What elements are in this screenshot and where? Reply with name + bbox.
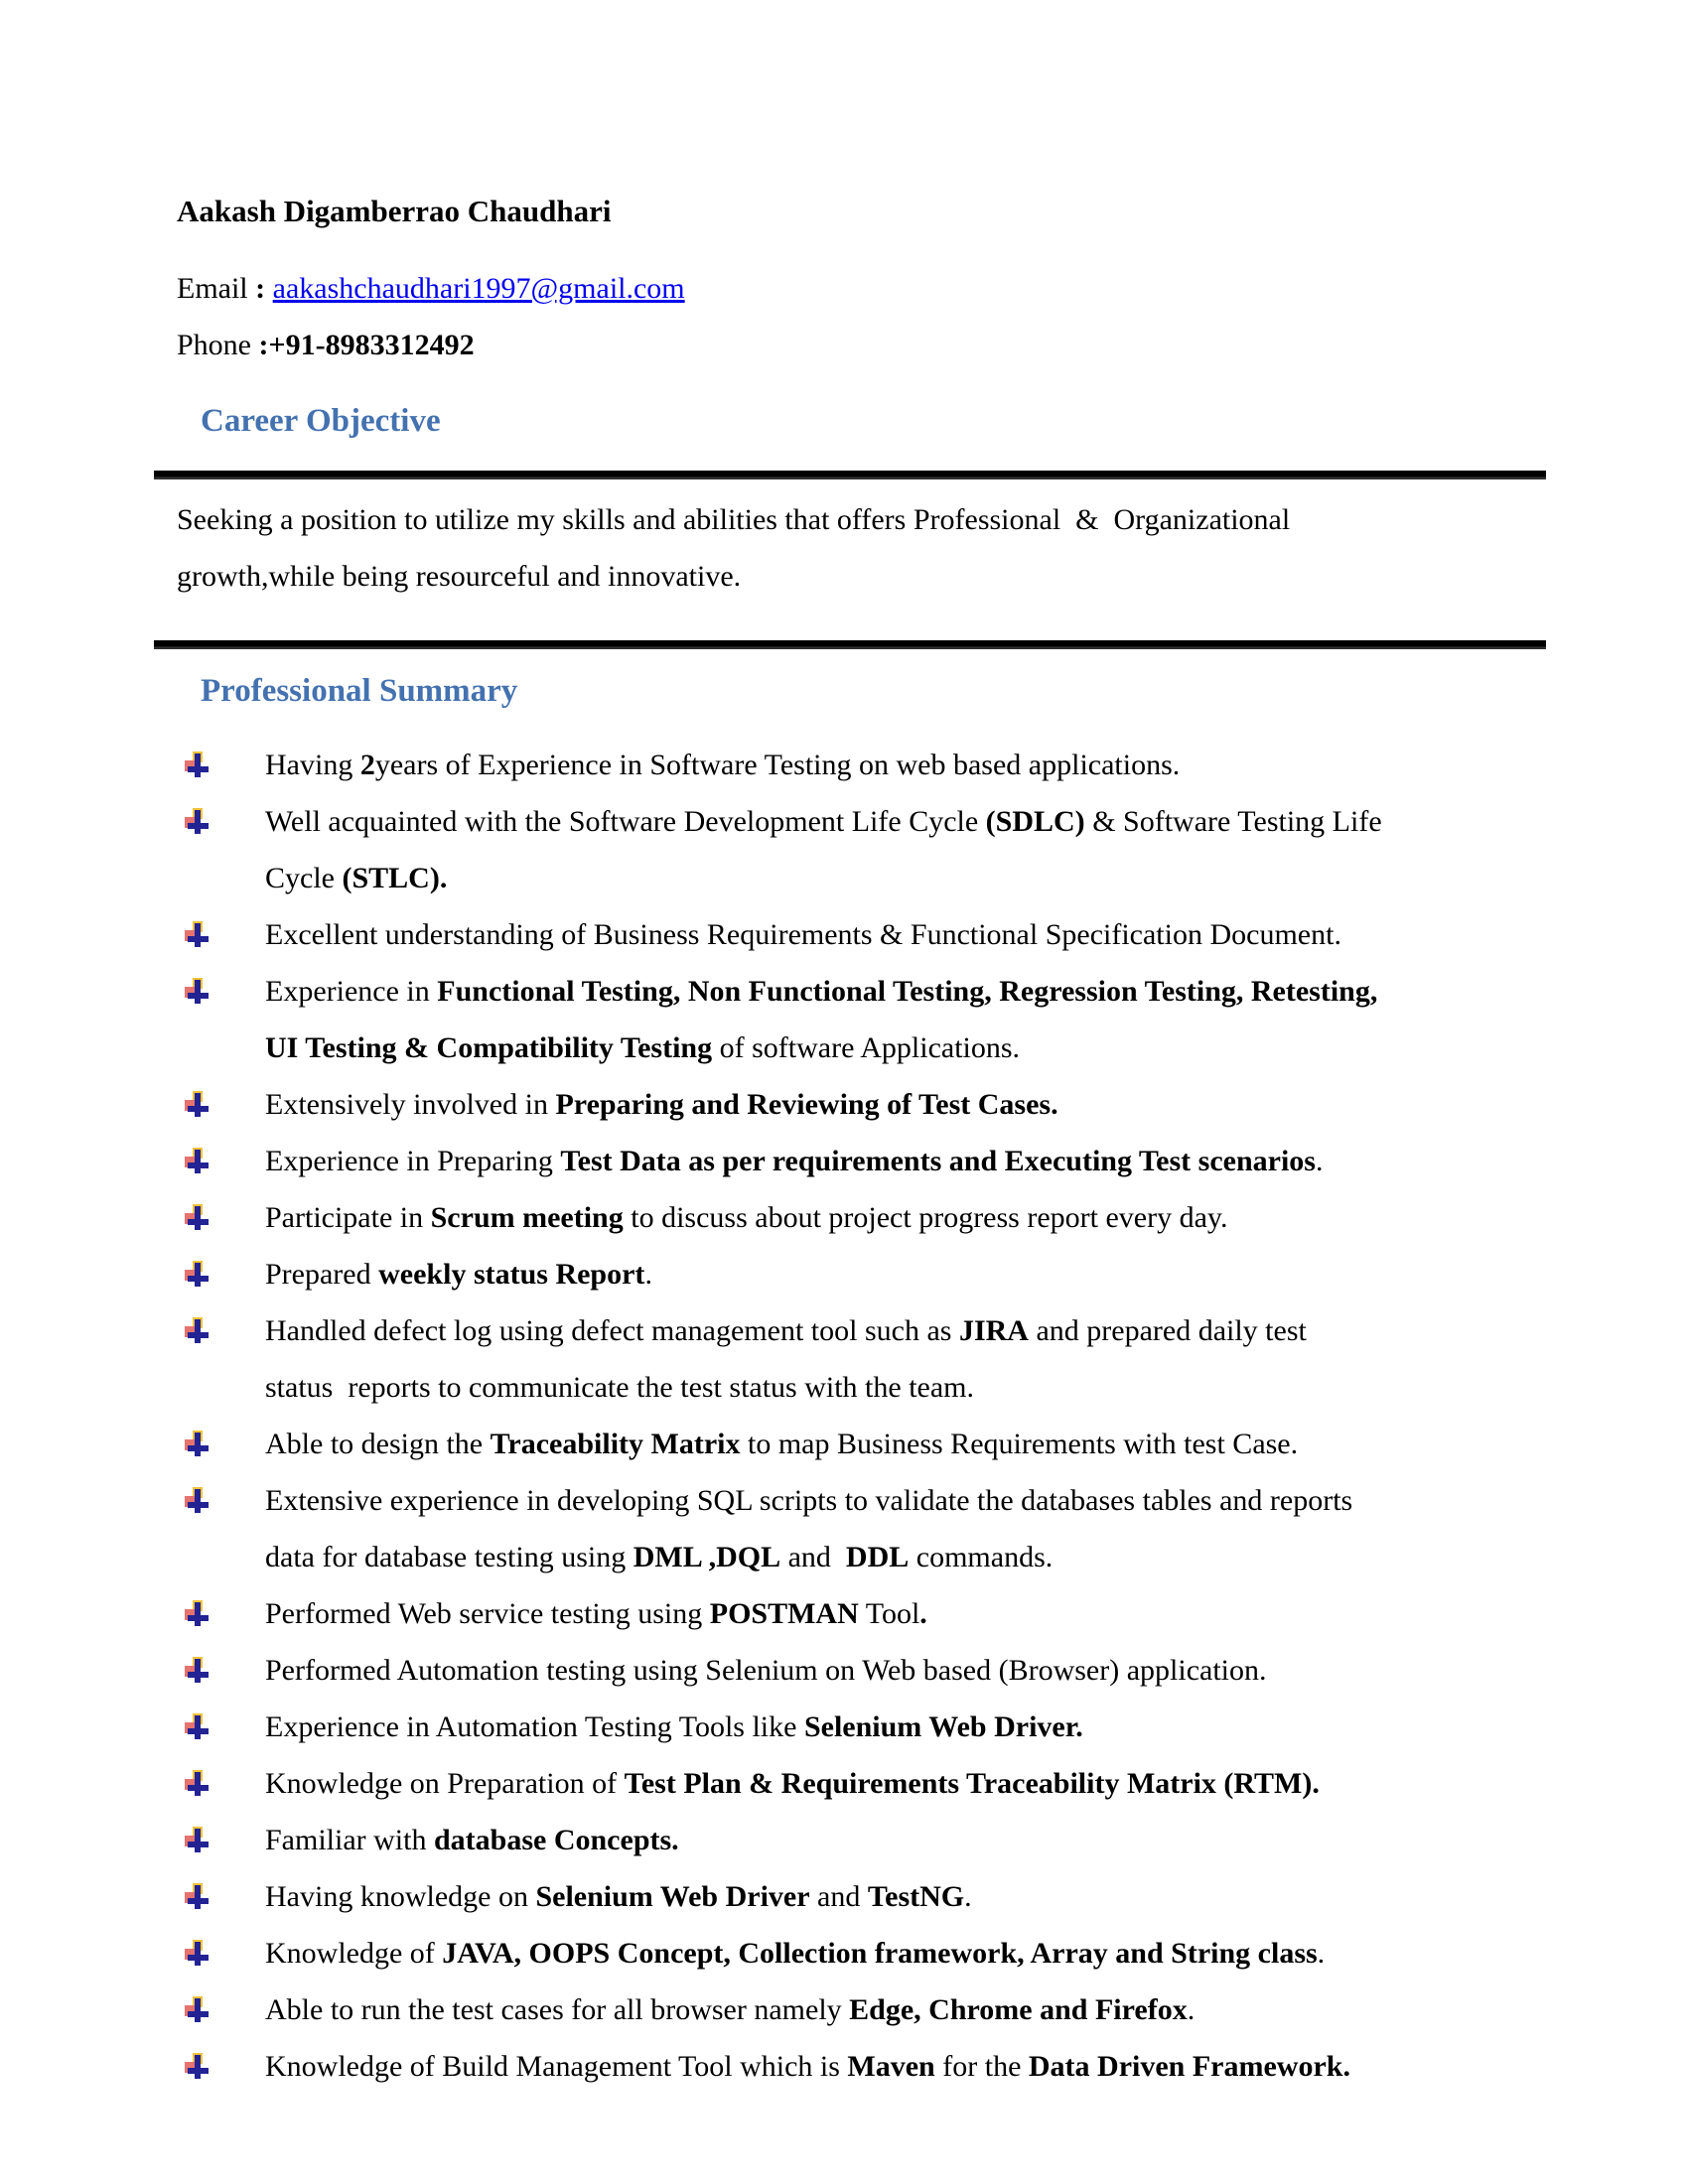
resume-content — [177, 195, 1549, 2095]
bullet-text-segment: years of Experience in Software Testing on web based applications. — [374, 749, 1181, 781]
bullet-glyph-cell — [177, 1472, 265, 1585]
bullet-text-segment: Extensively involved in — [265, 1088, 556, 1121]
bullet-text-segment: Test Plan & Requirements Traceability Matrix (RTM). — [624, 1767, 1320, 1800]
bullet-glyph-cell — [177, 963, 265, 1076]
bullet-glyph-cell — [177, 1076, 265, 1133]
bullet-glyph-cell — [177, 1981, 265, 2038]
list-item — [177, 2038, 1549, 2095]
bullet-text-segment: and — [780, 1541, 846, 1573]
list-item — [177, 1585, 1549, 1642]
bullet-cross-icon — [185, 1940, 211, 1970]
bullet-text-segment: & Software Testing Life — [1084, 805, 1382, 838]
bullet-text-segment: Experience in Preparing — [265, 1145, 561, 1177]
bullet-cross-icon — [185, 1827, 211, 1856]
bullet-text-segment: Participate in — [265, 1201, 431, 1234]
bullet-glyph-cell — [177, 1416, 265, 1472]
bullet-cross-icon — [185, 2053, 211, 2083]
bullet-text — [265, 1925, 1549, 1981]
list-item — [177, 1416, 1549, 1472]
bullet-text-segment: POSTMAN — [709, 1597, 859, 1630]
bullet-text — [265, 1812, 1549, 1868]
bullet-text-segment: of software Applications. — [712, 1031, 1021, 1064]
bullet-cross-icon — [185, 751, 211, 781]
bullet-glyph-cell — [177, 1699, 265, 1755]
bullet-text-segment: (STLC). — [342, 862, 448, 894]
bullet-text-segment: Test Data as per requirements and Executing Test scenarios — [560, 1145, 1316, 1177]
bullet-glyph-cell — [177, 1302, 265, 1416]
bullet-glyph-cell — [177, 1812, 265, 1868]
bullet-text-segment: DML ,DQL — [633, 1541, 781, 1573]
bullet-glyph-cell — [177, 1133, 265, 1189]
bullet-text-segment: and prepared daily test — [1028, 1314, 1307, 1347]
list-item — [177, 963, 1549, 1076]
bullet-text — [265, 2038, 1549, 2095]
bullet-cross-icon — [185, 1431, 211, 1460]
bullet-text-segment: . — [1187, 1993, 1196, 2026]
bullet-text-segment: Having knowledge on — [265, 1880, 536, 1913]
bullet-text-segment: TestNG — [867, 1880, 965, 1913]
bullet-text-segment: (SDLC) — [985, 805, 1085, 838]
bullet-text — [265, 1868, 1549, 1925]
bullet-text-segment: . — [964, 1880, 972, 1913]
bullet-glyph-cell — [177, 2038, 265, 2095]
email-label: Email — [177, 272, 256, 305]
bullet-cross-icon — [185, 1770, 211, 1800]
bullet-text — [265, 1755, 1549, 1812]
bullet-text-segment: Knowledge on Preparation of — [265, 1767, 625, 1800]
bullet-glyph-cell — [177, 1189, 265, 1246]
list-item — [177, 1133, 1549, 1189]
horizontal-rule — [154, 471, 1546, 479]
bullet-text-segment: for the — [934, 2050, 1029, 2083]
objective-line-1: Seeking a position to utilize my skills and abilities that offers Professional & Organizational — [177, 503, 1291, 536]
bullet-text — [265, 1133, 1549, 1189]
bullet-glyph-cell — [177, 906, 265, 963]
list-item — [177, 1189, 1549, 1246]
bullet-text — [265, 737, 1549, 793]
list-item — [177, 1981, 1549, 2038]
phone-label: Phone — [177, 329, 259, 361]
bullet-cross-icon — [185, 1261, 211, 1291]
bullet-text-segment: JAVA, OOPS Concept, Collection framework, Array and String class — [442, 1937, 1318, 1970]
list-item — [177, 1642, 1549, 1699]
bullet-text-segment: Having — [265, 749, 360, 781]
bullet-cross-icon — [185, 808, 211, 838]
bullet-text-segment: Able to design the — [265, 1428, 491, 1460]
list-item — [177, 793, 1549, 906]
bullet-text-segment: status reports to communicate the test status with the team. — [265, 1371, 975, 1404]
bullet-cross-icon — [185, 1091, 211, 1121]
phone-row — [177, 329, 1549, 361]
bullet-text-segment: Experience in Automation Testing Tools like — [265, 1710, 804, 1743]
bullet-glyph-cell — [177, 1585, 265, 1642]
bullet-text-segment: . — [919, 1597, 927, 1630]
bullet-text-segment: UI Testing & Compatibility Testing — [265, 1031, 713, 1064]
list-item — [177, 1868, 1549, 1925]
bullet-text — [265, 1642, 1549, 1699]
bullet-text-segment: DDL — [845, 1541, 910, 1573]
bullet-cross-icon — [185, 921, 211, 951]
bullet-text-segment: Functional Testing, Non Functional Testing, Regression Testing, Retesting, — [437, 975, 1378, 1008]
bullet-text — [265, 1246, 1549, 1302]
bullet-text-segment: Scrum meeting — [430, 1201, 624, 1234]
bullet-text — [265, 1189, 1549, 1246]
list-item — [177, 1755, 1549, 1812]
bullet-text-segment: Handled defect log using defect management tool such as — [265, 1314, 959, 1347]
bullet-text-segment: Performed Automation testing using Selenium on Web based (Browser) application. — [265, 1654, 1267, 1687]
summary-list — [177, 737, 1549, 2095]
bullet-text-segment: Preparing and Reviewing of Test Cases. — [555, 1088, 1058, 1121]
list-item — [177, 1812, 1549, 1868]
career-objective-text — [177, 491, 1549, 605]
bullet-text-segment: Data Driven Framework. — [1028, 2050, 1350, 2083]
bullet-text-segment: database Concepts. — [433, 1824, 679, 1856]
bullet-text-segment: Familiar with — [265, 1824, 434, 1856]
bullet-text-segment: Cycle — [265, 862, 343, 894]
bullet-cross-icon — [185, 1204, 211, 1234]
bullet-glyph-cell — [177, 1246, 265, 1302]
bullet-glyph-cell — [177, 1868, 265, 1925]
bullet-text — [265, 963, 1549, 1076]
bullet-text-segment: commands. — [909, 1541, 1054, 1573]
bullet-text-segment: Able to run the test cases for all browser namely — [265, 1993, 850, 2026]
bullet-text — [265, 906, 1549, 963]
bullet-cross-icon — [185, 1148, 211, 1177]
bullet-glyph-cell — [177, 737, 265, 793]
bullet-cross-icon — [185, 1883, 211, 1913]
bullet-text — [265, 1076, 1549, 1133]
bullet-text-segment: . — [644, 1258, 652, 1291]
phone-value: :+91-8983312492 — [258, 329, 475, 361]
bullet-text — [265, 1981, 1549, 2038]
bullet-text — [265, 1699, 1549, 1755]
bullet-text-segment: to discuss about project progress report every day. — [623, 1201, 1228, 1234]
bullet-text-segment: Knowledge of Build Management Tool which is — [265, 2050, 848, 2083]
bullet-glyph-cell — [177, 1642, 265, 1699]
bullet-text-segment: Tool — [858, 1597, 920, 1630]
bullet-text-segment: Traceability Matrix — [490, 1428, 741, 1460]
bullet-text-segment: 2 — [359, 749, 375, 781]
list-item — [177, 1302, 1549, 1416]
bullet-text-segment: data for database testing using — [265, 1541, 633, 1573]
email-colon: : — [255, 272, 266, 305]
bullet-text — [265, 1472, 1549, 1585]
bullet-text-segment: Excellent understanding of Business Requirements & Functional Specification Document. — [265, 918, 1341, 951]
objective-line-2: growth,while being resourceful and innovative. — [177, 560, 742, 593]
bullet-text-segment: JIRA — [958, 1314, 1029, 1347]
bullet-cross-icon — [185, 1487, 211, 1517]
list-item — [177, 1076, 1549, 1133]
bullet-text-segment: Experience in — [265, 975, 438, 1008]
list-item — [177, 1925, 1549, 1981]
candidate-name: Aakash Digamberrao Chaudhari — [177, 194, 612, 228]
bullet-cross-icon — [185, 1996, 211, 2026]
bullet-text-segment: and — [809, 1880, 868, 1913]
email-row — [177, 272, 1549, 305]
bullet-glyph-cell — [177, 1755, 265, 1812]
bullet-text-segment: Performed Web service testing using — [265, 1597, 710, 1630]
list-item — [177, 737, 1549, 793]
bullet-cross-icon — [185, 978, 211, 1008]
bullet-glyph-cell — [177, 793, 265, 906]
bullet-text-segment: Knowledge of — [265, 1937, 443, 1970]
bullet-text-segment: Edge, Chrome and Firefox — [849, 1993, 1188, 2026]
bullet-cross-icon — [185, 1600, 211, 1630]
bullet-text-segment: Maven — [847, 2050, 935, 2083]
bullet-text-segment: to map Business Requirements with test Case. — [740, 1428, 1299, 1460]
professional-summary-heading: Professional Summary — [201, 673, 518, 709]
bullet-text-segment: Prepared — [265, 1258, 379, 1291]
list-item — [177, 906, 1549, 963]
bullet-text-segment: Selenium Web Driver. — [803, 1710, 1083, 1743]
horizontal-rule — [154, 640, 1546, 649]
bullet-text-segment: weekly status Report — [378, 1258, 645, 1291]
bullet-text — [265, 1585, 1549, 1642]
bullet-cross-icon — [185, 1713, 211, 1743]
bullet-text — [265, 1302, 1549, 1416]
bullet-text-segment: Well acquainted with the Software Development Life Cycle — [265, 805, 986, 838]
bullet-glyph-cell — [177, 1925, 265, 1981]
career-objective-heading: Career Objective — [201, 403, 441, 439]
bullet-text-segment: Selenium Web Driver — [535, 1880, 810, 1913]
bullet-text-segment: . — [1317, 1937, 1326, 1970]
bullet-text — [265, 793, 1549, 906]
bullet-text-segment: . — [1315, 1145, 1324, 1177]
list-item — [177, 1246, 1549, 1302]
bullet-cross-icon — [185, 1317, 211, 1347]
list-item — [177, 1699, 1549, 1755]
bullet-cross-icon — [185, 1657, 211, 1687]
bullet-text — [265, 1416, 1549, 1472]
email-link[interactable]: aakashchaudhari1997@gmail.com — [272, 272, 685, 305]
bullet-text-segment: Extensive experience in developing SQL scripts to validate the databases tables and reports — [265, 1484, 1353, 1517]
list-item — [177, 1472, 1549, 1585]
